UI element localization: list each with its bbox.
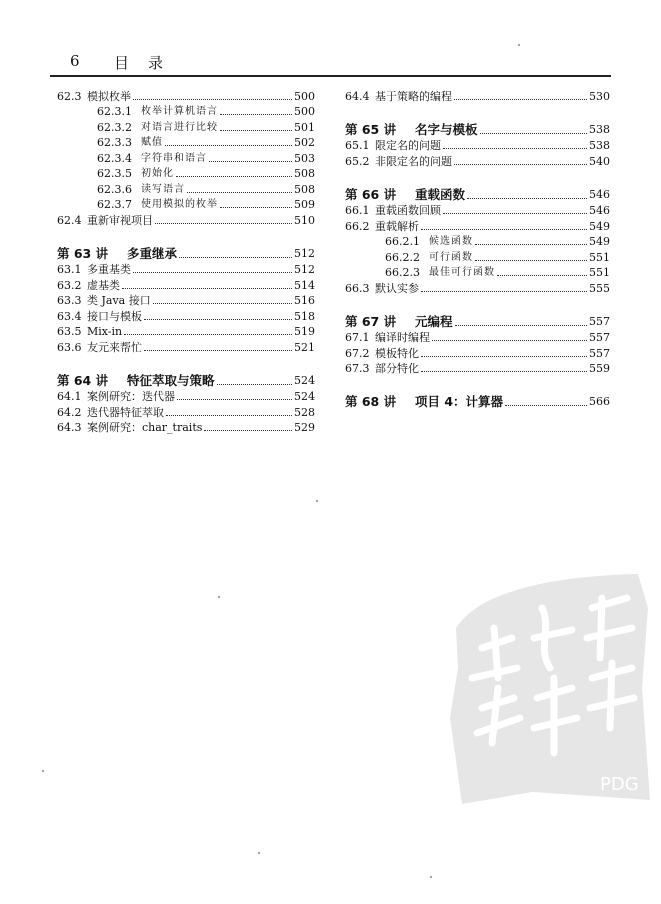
toc-section-entry[interactable] (57, 404, 315, 420)
entry-page: 538 (589, 139, 610, 152)
toc-section-entry[interactable] (345, 280, 610, 296)
scan-speck (218, 596, 220, 598)
entry-title: 重载解析 (375, 219, 419, 233)
entry-page: 518 (294, 309, 315, 323)
entry-number: 67.3 (345, 362, 370, 375)
entry-page: 501 (294, 120, 315, 134)
toc-lecture-entry[interactable] (57, 234, 315, 262)
entry-number: 66.2.3 (385, 266, 420, 279)
leader-dots (454, 164, 587, 165)
entry-number: 66.2 (345, 219, 370, 233)
pdg-watermark-stamp (442, 568, 654, 804)
toc-subsection-entry[interactable] (57, 181, 315, 197)
entry-page: 500 (294, 105, 315, 118)
entry-page: 557 (589, 331, 610, 344)
entry-number: 第 63 讲 (57, 245, 109, 261)
entry-number: 62.3.2 (97, 120, 132, 134)
leader-dots (144, 319, 292, 320)
entry-page: 514 (294, 278, 315, 292)
entry-title: 模板特化 (375, 346, 419, 360)
entry-title: 多重基类 (87, 263, 131, 276)
entry-number: 66.3 (345, 281, 370, 295)
scan-speck (258, 852, 260, 854)
entry-title: 虚基类 (87, 278, 120, 292)
entry-title: 类 Java 接口 (87, 294, 151, 307)
entry-page: 519 (294, 325, 315, 338)
entry-number: 65.1 (345, 139, 370, 152)
leader-dots (133, 272, 292, 273)
toc-subsection-entry[interactable] (57, 166, 315, 182)
leader-dots (421, 229, 587, 230)
toc-section-entry[interactable] (345, 330, 610, 346)
toc-subsection-entry[interactable] (57, 119, 315, 135)
entry-number: 63.3 (57, 294, 82, 307)
entry-page: 510 (294, 213, 315, 227)
entry-page: 528 (294, 405, 315, 419)
entry-number: 65.2 (345, 154, 370, 168)
entry-page: 551 (589, 266, 610, 279)
toc-lecture-entry[interactable] (57, 361, 315, 389)
toc-section-entry[interactable] (345, 203, 610, 219)
page-header (50, 52, 611, 72)
entry-number: 64.4 (345, 89, 370, 103)
leader-dots (475, 260, 587, 261)
scan-speck (518, 44, 520, 46)
leader-dots (220, 207, 292, 208)
scan-speck (430, 876, 432, 878)
leader-dots (204, 430, 292, 431)
entry-number: 62.3 (57, 89, 82, 103)
leader-dots (454, 99, 587, 100)
entry-number: 第 66 讲 (345, 186, 397, 202)
entry-number: 62.3.5 (97, 167, 132, 180)
toc-subsection-entry[interactable] (57, 197, 315, 213)
entry-page: 524 (294, 390, 315, 403)
entry-number: 67.1 (345, 331, 370, 344)
entry-page: 521 (294, 340, 315, 354)
toc-section-entry[interactable] (345, 153, 610, 169)
toc-subsection-entry[interactable] (57, 150, 315, 166)
entry-number: 62.3.7 (97, 198, 132, 211)
entry-title: 可行函数 (429, 251, 473, 263)
leader-dots (421, 291, 587, 292)
entry-title: 重新审视项目 (87, 213, 153, 227)
pdg-label: PDG (600, 774, 639, 795)
leader-dots (209, 161, 292, 162)
entry-number: 63.6 (57, 340, 82, 354)
entry-number: 67.2 (345, 346, 370, 360)
leader-dots (497, 275, 587, 276)
entry-number: 第 68 讲 (345, 394, 397, 409)
entry-page: 557 (589, 346, 610, 360)
entry-title: 元编程 (415, 313, 453, 329)
leader-dots (176, 176, 292, 177)
toc-section-entry[interactable] (57, 420, 315, 436)
header-title-char-1: 目 (114, 54, 130, 72)
entry-title: 基于策略的编程 (375, 89, 452, 103)
entry-title: 名字与模板 (415, 121, 478, 137)
entry-number: 63.4 (57, 309, 82, 323)
entry-title: 案例研究：char_traits (87, 421, 203, 434)
entry-page: 549 (589, 235, 610, 248)
entry-page: 546 (589, 187, 610, 201)
leader-dots (421, 356, 587, 357)
leader-dots (144, 350, 292, 351)
entry-number: 62.3.1 (97, 105, 132, 118)
entry-number: 63.5 (57, 325, 82, 338)
toc-section-entry[interactable] (345, 361, 610, 377)
entry-number: 第 65 讲 (345, 121, 397, 137)
entry-title: 枚举计算机语言 (141, 106, 218, 117)
entry-title: 迭代器特征萃取 (87, 405, 164, 419)
leader-dots (166, 415, 292, 416)
toc-section-entry[interactable] (57, 339, 315, 355)
entry-number: 66.1 (345, 204, 370, 217)
toc-subsection-entry[interactable] (345, 249, 610, 265)
entry-title: 编译时编程 (375, 331, 430, 344)
entry-title: 重载函数回顾 (375, 204, 441, 217)
leader-dots (480, 133, 587, 134)
toc-section-entry[interactable] (345, 345, 610, 361)
leader-dots (220, 114, 292, 115)
toc-section-entry[interactable] (345, 218, 610, 234)
leader-dots (124, 334, 292, 335)
leader-dots (443, 213, 587, 214)
entry-page: 508 (294, 182, 315, 196)
leader-dots (155, 223, 292, 224)
toc-section-entry[interactable] (345, 88, 610, 104)
leader-dots (179, 257, 292, 258)
entry-page: 512 (294, 263, 315, 276)
leader-dots (505, 405, 587, 406)
entry-title: 项目 4：计算器 (415, 394, 504, 409)
leader-dots (443, 148, 587, 149)
toc-section-entry[interactable] (57, 308, 315, 324)
entry-title: 多重继承 (127, 245, 178, 261)
toc-lecture-entry[interactable] (345, 382, 610, 410)
entry-page: 549 (589, 219, 610, 233)
leader-dots (467, 198, 587, 199)
entry-title: 字符串和语言 (141, 152, 207, 164)
leader-dots (220, 130, 292, 131)
toc-subsection-entry[interactable] (345, 234, 610, 250)
entry-title: 非限定名的问题 (375, 154, 452, 168)
entry-page: 540 (589, 154, 610, 168)
entry-page: 557 (589, 314, 610, 328)
entry-number: 64.2 (57, 405, 82, 419)
toc-section-entry[interactable] (57, 277, 315, 293)
leader-dots (475, 244, 587, 245)
toc-left-column (57, 88, 315, 435)
leader-dots (187, 192, 292, 193)
leader-dots (153, 303, 292, 304)
toc-lecture-entry[interactable] (345, 175, 610, 203)
scan-speck (316, 500, 318, 502)
entry-title: 对语言进行比较 (141, 121, 218, 133)
leader-dots (177, 399, 292, 400)
toc-section-entry[interactable] (57, 212, 315, 228)
entry-number: 第 67 讲 (345, 313, 397, 329)
entry-title: 最佳可行函数 (429, 267, 495, 278)
entry-title: 案例研究：迭代器 (87, 390, 175, 403)
entry-page: 566 (589, 395, 610, 408)
toc-right-column (345, 88, 610, 410)
entry-title: 部分特化 (375, 362, 419, 375)
toc-section-entry[interactable] (57, 262, 315, 278)
entry-page: 538 (589, 122, 610, 136)
entry-page: 546 (589, 204, 610, 217)
entry-title: 友元来帮忙 (87, 340, 142, 354)
toc-subsection-entry[interactable] (57, 104, 315, 120)
entry-page: 555 (589, 281, 610, 295)
entry-title: 读写语言 (141, 183, 185, 195)
toc-section-entry[interactable] (345, 138, 610, 154)
toc-section-entry[interactable] (57, 389, 315, 405)
entry-number: 62.3.4 (97, 151, 132, 165)
entry-number: 62.4 (57, 213, 82, 227)
toc-section-entry[interactable] (57, 293, 315, 309)
toc-lecture-entry[interactable] (345, 302, 610, 330)
entry-title: 模拟枚举 (87, 89, 131, 103)
entry-title: 初始化 (141, 168, 174, 179)
toc-subsection-entry[interactable] (57, 135, 315, 151)
entry-page: 551 (589, 250, 610, 264)
entry-title: 接口与模板 (87, 309, 142, 323)
entry-page: 516 (294, 294, 315, 307)
leader-dots (133, 99, 292, 100)
header-title-char-2: 录 (148, 54, 164, 72)
entry-page: 500 (294, 89, 315, 103)
toc-section-entry[interactable] (57, 88, 315, 104)
entry-title: 使用模拟的枚举 (141, 199, 218, 210)
entry-number: 63.2 (57, 278, 82, 292)
entry-page: 530 (589, 89, 610, 103)
entry-number: 62.3.6 (97, 182, 132, 196)
entry-title: 候选函数 (429, 236, 473, 247)
entry-page: 502 (294, 136, 315, 149)
entry-page: 503 (294, 151, 315, 165)
entry-page: 529 (294, 421, 315, 434)
entry-number: 64.3 (57, 421, 82, 434)
entry-title: 特征萃取与策略 (127, 372, 215, 388)
leader-dots (455, 325, 587, 326)
entry-page: 509 (294, 198, 315, 211)
entry-number: 62.3.3 (97, 136, 132, 149)
leader-dots (421, 371, 587, 372)
scan-speck (42, 770, 44, 772)
entry-number: 66.2.1 (385, 235, 420, 248)
entry-title: Mix-in (87, 325, 123, 338)
leader-dots (165, 145, 292, 146)
leader-dots (122, 288, 292, 289)
entry-number: 64.1 (57, 390, 82, 403)
page-number: 6 (70, 52, 80, 70)
toc-section-entry[interactable] (57, 324, 315, 340)
toc-subsection-entry[interactable] (345, 265, 610, 281)
leader-dots (432, 340, 587, 341)
entry-title: 赋值 (141, 137, 163, 148)
entry-page: 559 (589, 362, 610, 375)
header-rule (50, 75, 611, 77)
entry-title: 重载函数 (415, 186, 466, 202)
entry-title: 默认实参 (375, 281, 419, 295)
toc-lecture-entry[interactable] (345, 110, 610, 138)
entry-number: 66.2.2 (385, 250, 420, 264)
entry-page: 508 (294, 167, 315, 180)
entry-page: 524 (294, 373, 315, 387)
entry-number: 第 64 讲 (57, 372, 109, 388)
entry-page: 512 (294, 246, 315, 260)
entry-title: 限定名的问题 (375, 139, 441, 152)
leader-dots (217, 384, 292, 385)
entry-number: 63.1 (57, 263, 82, 276)
